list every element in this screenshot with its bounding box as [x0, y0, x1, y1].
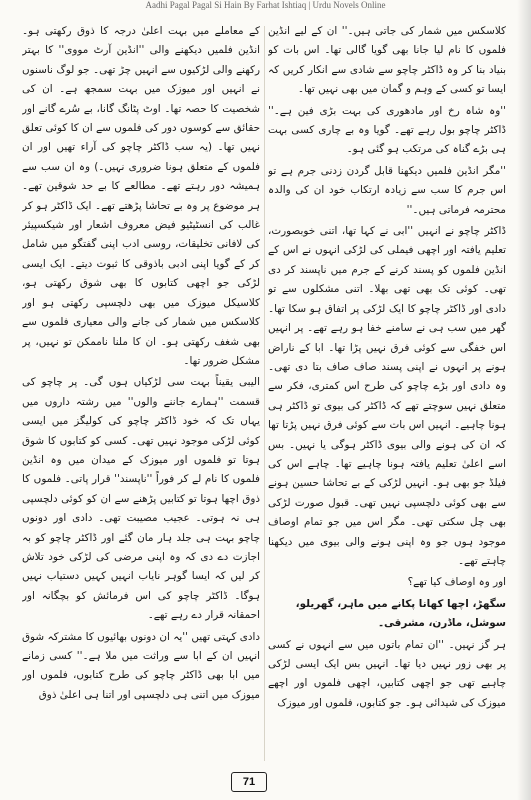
paragraph: ہر گز نہیں۔ ''ان تمام باتوں میں سے انہوں نے کسی پر بھی زور نہیں دیا تھا۔ انہیں بس ایک ایسی لڑکی چاہیے تھی جو اچھی کتابیں، اچھی فلموں اور اچھے میوزک کی شیدائی ہو۔ جو کتابوں، فلموں اور میوزک [268, 638, 506, 709]
page-header: Aadhi Pagal Pagal Si Hain By Farhat Ishtiaq | Urdu Novels Online [145, 0, 386, 10]
paragraph: ''وہ شاہ رخ اور مادھوری کی بہت بڑی فین ہے۔'' ڈاکٹر چاچو بول رہے تھے۔ گویا وہ بے چاری کسی بہت ہی بڑے گناہ کی مرتکب ہو گئی ہو۔ [268, 104, 506, 156]
paragraph: دادی کہتی تھیں ''یہ ان دونوں بھائیوں کا مشترکہ شوق انہیں ان کے ابا سے وراثت میں ملا ہے۔'' کسی زمانے میں ابا بھی ڈاکٹر چاچو کی طرح کتابوں، فلموں اور میوزک میں اتنی ہی دلچسپی اور اتنا ہی اعلیٰ ذوق [22, 630, 260, 701]
paragraph: سگھڑ، اچھا کھانا پکانے میں ماہر، گھریلو، سوشل، ماڈرن، مشرقی۔ [295, 597, 506, 630]
paragraph: اور وہ اوصاف کیا تھے؟ [407, 576, 506, 589]
page-edge-shadow [517, 0, 531, 800]
paragraph: کلاسکس میں شمار کی جاتی ہیں۔'' ان کے لیے انڈین فلموں کا نام لیا جانا بھی گویا گالی تھا۔ اس بات کو بنیاد بنا کر وہ ڈاکٹر چاچو سے شادی سے انکار کریں کہ ایسا تو کسی کے وہم و گمان میں بھی نہیں تھا۔ [268, 25, 506, 96]
left-text-column [22, 22, 260, 764]
paragraph: ڈاکٹر چاچو نے انہیں ''ابی نے کہا تھا، اتنی خوبصورت، تعلیم یافتہ اور اچھی فیملی کی لڑکی انہوں نے اس کے انڈین فلموں کو پسند کرنے کے جرم میں ناپسند کر دی تھی۔ کوئی تک بھی تھی بھلا۔ اتنی مشکلوں سے تو دادی اور ڈاکٹر چاچو کا ایک لڑکی پر اتفاق ہو سکا تھا۔ گھر میں سب ہی نے سامنے خفا ہو رہے تھے۔ پر انہیں اس خفگی سے کوئی فرق نہیں پڑا تھا۔ ابا کے ناراض ہونے پر انہوں نے اپنی پسند صاف صاف بتا دی تھی۔ وہ دادی اور بڑے چاچو کی طرح اس کمتری، فکر سے متعلق نہیں سوچتے تھے کہ ڈاکٹر کی بیوی تو ڈاکٹر ہی ہونا چاہیے۔ انہیں اس بات سے کوئی فرق نہیں پڑتا تھا کہ ان کی ہونے والی بیوی ڈاکٹر ہوگی یا نہیں۔ بس اسے اعلیٰ تعلیم یافتہ ہونا چاہیے تھا۔ چاہے اس کی فیلڈ جو بھی ہو۔ انہیں لڑکی کے بے تحاشا حسین ہونے سے بھی کوئی دلچسپی نہیں تھی۔ قبول صورت لڑکی بھی چل سکتی تھی۔ مگر اس میں جو تمام اوصاف موجود ہوں جو وہ اپنی ہونے والی بیوی میں دیکھنا چاہتے تھے۔ [268, 225, 506, 567]
paragraph: الیبی یقیناً بہت سی لڑکیاں ہوں گی۔ پر چاچو کی قسمت ''ہمارے جاننے والوں'' میں رشتہ داروں میں یہاں تک کہ خود ڈاکٹر چاچو کی کولیگز میں ایسی کوئی لڑکی موجود نہیں تھی۔ کسی کو کتابوں کا شوق ہوتا تو فلموں اور میوزک کے میدان میں وہ انڈین فلموں کا نام لے کر فوراً ''ناپسند'' قرار پاتی۔ فلموں کا ذوق اچھا ہوتا تو کتابیں پڑھنے سے ان کو کوئی دلچسپی ہی نہ ہوتی۔ عجیب مصیبت تھی۔ دادی اور دونوں چاچو بہت ہی جلد ہار مان گئے اور ڈاکٹر چاچو کو بہ اجازت دے دی کہ وہ اپنی مرضی کی لڑکی خود تلاش کر لیں کہ ایسا گوہر نایاب انہیں کہیں دستیاب نہیں ہوگا۔ ڈاکٹر چاچو کی اس فرمائش کو بچگانہ اور احمقانہ قرار دے رہے تھے۔ [22, 376, 260, 622]
right-text-column [268, 22, 506, 764]
column-divider [264, 26, 265, 761]
paragraph: کے معاملے میں بہت اعلیٰ درجہ کا ذوق رکھتی ہو۔ انڈین فلمیں دیکھنے والی ''انڈین آرٹ مووی'' کا بہتر رکھنے والی لڑکیوں سے انہیں چڑ تھی۔ جو لوگ ناسنوں نے انہیں اور میوزک میں بہت سمجھ ہے۔ ان کی شخصیت کا حصہ تھا۔ اوٹ پٹانگ گانا، بے سُرے گانے اور حقائق سے کوسوں دور کی فلموں سے ان کا کوئی تعلق نہیں تھا۔ (یہ سب ڈاکٹر چاچو کی آراء تھیں اور ان فلموں کے متعلق ہونا ضروری نہیں۔) وہ ان سب سے ہمیشہ دور رہتے تھے۔ مطالعے کا بے حد شوقین تھے۔ ہر موضوع پر وہ بے تحاشا پڑھتے تھے۔ ایک ڈاکٹر ہو کر غالب کی انسٹیٹیو فیض معروف اشعار اور شیکسپیئر کی لافانی تخلیقات، روسی ادب اپنی گفتگو میں شامل کر کے گویا اپنی ادبی باذوقی کا ثبوت دیتے۔ ایک ایسی لڑکی جو اچھی کتابوں کا بھی شوق رکھتی ہو، کلاسیکل میوزک میں بھی دلچسپی رکھتی ہو اور کلاسکس میں شمار کی جانے والی معیاری فلموں سے بھی شغف رکھتی ہو۔ ان کا ملنا ناممکن تو نہیں، پر مشکل ضرور تھا۔ [22, 25, 260, 367]
page-number: 71 [231, 772, 267, 792]
paragraph: ''مگر انڈین فلمیں دیکھنا قابل گردن زدنی جرم ہے تو اس جرم کا سب سے زیادہ ارتکاب خود ان کی والدہ محترمہ فرماتی ہیں۔'' [268, 164, 506, 216]
